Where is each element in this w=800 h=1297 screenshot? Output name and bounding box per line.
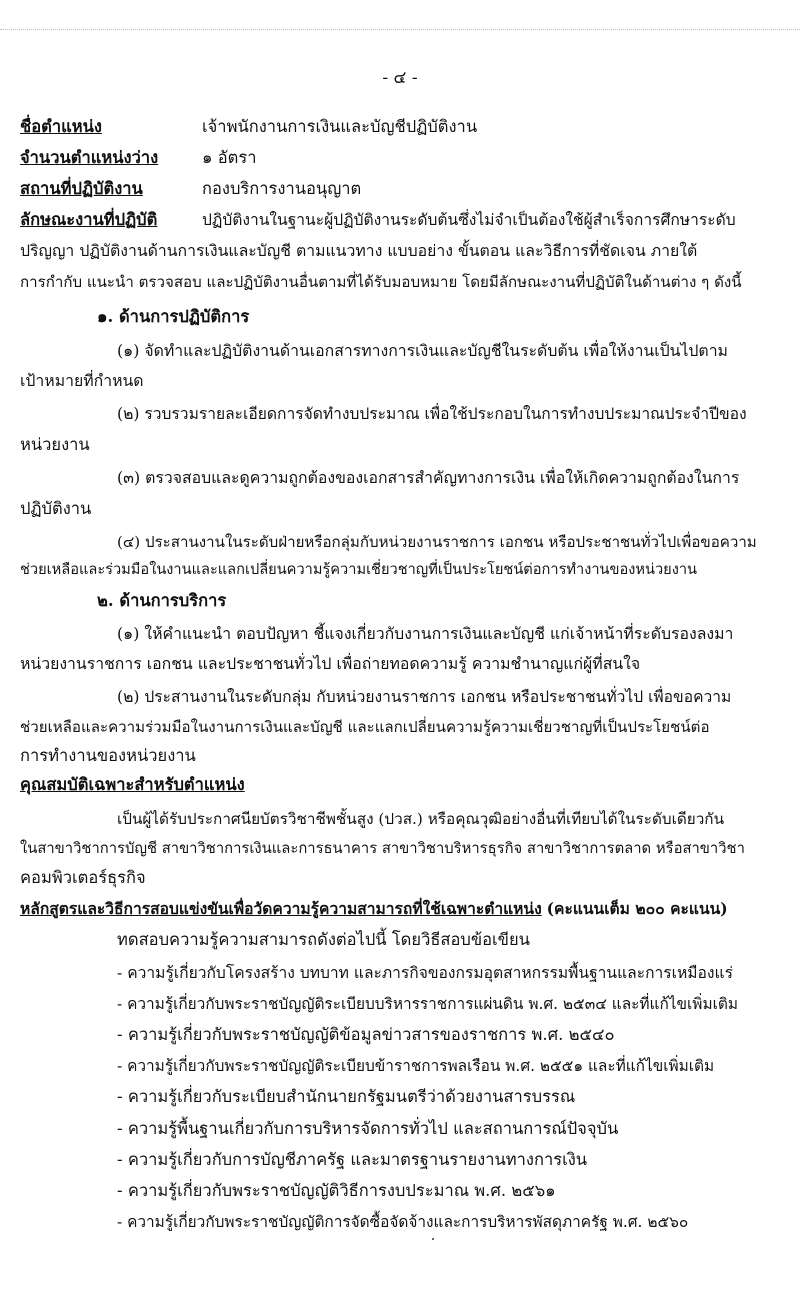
section2-item-1: (๑) ให้คำแนะนำ ตอบปัญหา ชี้แจงเกี่ยวกับงานการเงินและบัญชี แก่เจ้าหน้าที่ระดับรองลงมา: [117, 624, 734, 643]
exam-topic: - ความรู้พื้นฐานเกี่ยวกับการบริหารจัดการทั่วไป และสถานการณ์ปัจจุบัน: [117, 1119, 619, 1138]
exam-topic: - ความรู้เกี่ยวกับระเบียบสำนักนายกรัฐมนตรีว่าด้วยงานสารบรรณ: [117, 1087, 576, 1106]
field-label-workplace: สถานที่ปฏิบัติงาน: [20, 179, 143, 198]
field-value-position: เจ้าพนักงานการเงินและบัญชีปฏิบัติงาน: [202, 117, 478, 136]
scan-edge-line: [0, 29, 800, 30]
section1-item-4: (๔) ประสานงานในระดับฝ่ายหรือกลุ่มกับหน่วยงานราชการ เอกชน หรือประชาชนทั่วไปเพื่อขอความ: [117, 533, 757, 551]
section1-item-4-cont: ช่วยเหลือและร่วมมือในงานและแลกเปลี่ยนความรู้ความเชี่ยวชาญที่เป็นประโยชน์ต่อการทำงานของหน่วยงาน: [20, 561, 698, 578]
qualification-line: เป็นผู้ได้รับประกาศนียบัตรวิชาชีพชั้นสูง (ปวส.) หรือคุณวุฒิอย่างอื่นที่เทียบได้ในระดับเดียวกัน: [117, 810, 725, 828]
section-heading-operations: ๑. ด้านการปฏิบัติการ: [97, 307, 250, 326]
exam-topic: - ความรู้เกี่ยวกับการบัญชีภาครัฐ และมาตรฐานรายงานทางการเงิน: [117, 1150, 588, 1169]
scan-speck: [432, 1238, 434, 1240]
field-label-job-nature: ลักษณะงานที่ปฏิบัติ: [20, 210, 158, 229]
exam-score: (คะแนนเต็ม ๒๐๐ คะแนน): [546, 899, 728, 918]
field-value-vacancies: ๑ อัตรา: [202, 148, 257, 167]
section2-item-2: (๒) ประสานงานในระดับกลุ่ม กับหน่วยงานราชการ เอกชน หรือประชาชนทั่วไป เพื่อขอความ: [117, 688, 732, 706]
section-heading-services: ๒. ด้านการบริการ: [97, 591, 227, 610]
page-number: - ๔ -: [382, 68, 418, 88]
exam-topic: - ความรู้เกี่ยวกับพระราชบัญญัติระเบียบบริหารราชการแผ่นดิน พ.ศ. ๒๕๓๔ และที่แก้ไขเพิ่มเติม: [117, 995, 738, 1013]
exam-heading: หลักสูตรและวิธีการสอบแข่งขันเพื่อวัดความรู้ความสามารถที่ใช้เฉพาะตำแหน่ง: [20, 899, 542, 918]
section1-item-2: (๒) รวบรวมรายละเอียดการจัดทำงบประมาณ เพื่อใช้ประกอบในการทำงบประมาณประจำปีของ: [117, 405, 747, 423]
section1-item-2-cont: หน่วยงาน: [20, 435, 90, 454]
exam-topic: - ความรู้เกี่ยวกับพระราชบัญญัติข้อมูลข่าวสารของราชการ พ.ศ. ๒๕๔๐: [117, 1025, 615, 1044]
section2-item-1-cont: หน่วยงานราชการ เอกชน และประชาชนทั่วไป เพื่อถ่ายทอดความรู้ ความชำนาญแก่ผู้ที่สนใจ: [20, 654, 641, 673]
field-label-vacancies: จำนวนตำแหน่งว่าง: [20, 148, 159, 167]
exam-heading-row: [20, 898, 728, 920]
section1-item-1-cont: เป้าหมายที่กำหนด: [20, 371, 144, 390]
intro-line: ปริญญา ปฏิบัติงานด้านการเงินและบัญชี ตามแนวทาง แบบอย่าง ขั้นตอน และวิธีการที่ชัดเจน ภายใต้: [20, 241, 698, 260]
field-value-workplace: กองบริการงานอนุญาต: [202, 179, 362, 198]
section1-item-1: (๑) จัดทำและปฏิบัติงานด้านเอกสารทางการเงินและบัญชีในระดับต้น เพื่อให้งานเป็นไปตาม: [117, 341, 728, 360]
exam-topic: - ความรู้เกี่ยวกับโครงสร้าง บทบาท และภารกิจของกรมอุตสาหกรรมพื้นฐานและการเหมืองแร่: [117, 964, 733, 982]
intro-line: การกำกับ แนะนำ ตรวจสอบ และปฏิบัติงานอื่นตามที่ได้รับมอบหมาย โดยมีลักษณะงานที่ปฏิบัติในด้านต่าง ๆ ดังนี้: [20, 273, 742, 291]
qualification-line: คอมพิวเตอร์ธุรกิจ: [20, 868, 146, 887]
exam-topic: - ความรู้เกี่ยวกับพระราชบัญญัติระเบียบข้าราชการพลเรือน พ.ศ. ๒๕๕๑ และที่แก้ไขเพิ่มเติม: [117, 1057, 715, 1075]
section1-item-3: (๓) ตรวจสอบและดูความถูกต้องของเอกสารสำคัญทางการเงิน เพื่อให้เกิดความถูกต้องในการ: [117, 468, 740, 487]
field-value-job-nature: ปฏิบัติงานในฐานะผู้ปฏิบัติงานระดับต้นซึ่งไม่จำเป็นต้องใช้ผู้สำเร็จการศึกษาระดับ: [202, 211, 736, 229]
exam-topic: - ความรู้เกี่ยวกับพระราชบัญญัติวิธีการงบประมาณ พ.ศ. ๒๕๖๑: [117, 1181, 556, 1200]
section2-item-2-cont2: การทำงานของหน่วยงาน: [20, 746, 196, 765]
qualification-heading: คุณสมบัติเฉพาะสำหรับตำแหน่ง: [20, 775, 245, 794]
section2-item-2-cont: ช่วยเหลือและความร่วมมือในงานการเงินและบัญชี และแลกเปลี่ยนความรู้ความเชี่ยวชาญที่เป็นประโยชน์ต่อ: [20, 718, 710, 736]
exam-intro: ทดสอบความรู้ความสามารถดังต่อไปนี้ โดยวิธีสอบข้อเขียน: [117, 930, 530, 949]
qualification-line: ในสาขาวิชาการบัญชี สาขาวิชาการเงินและการธนาคาร สาขาวิชาบริหารธุรกิจ สาขาวิชาการตลาด หรือสาขาวิชา: [20, 840, 745, 857]
exam-topic: - ความรู้เกี่ยวกับพระราชบัญญัติการจัดซื้อจัดจ้างและการบริหารพัสดุภาครัฐ พ.ศ. ๒๕๖๐: [117, 1213, 689, 1231]
field-label-position: ชื่อตำแหน่ง: [20, 117, 102, 136]
section1-item-3-cont: ปฏิบัติงาน: [20, 499, 92, 518]
